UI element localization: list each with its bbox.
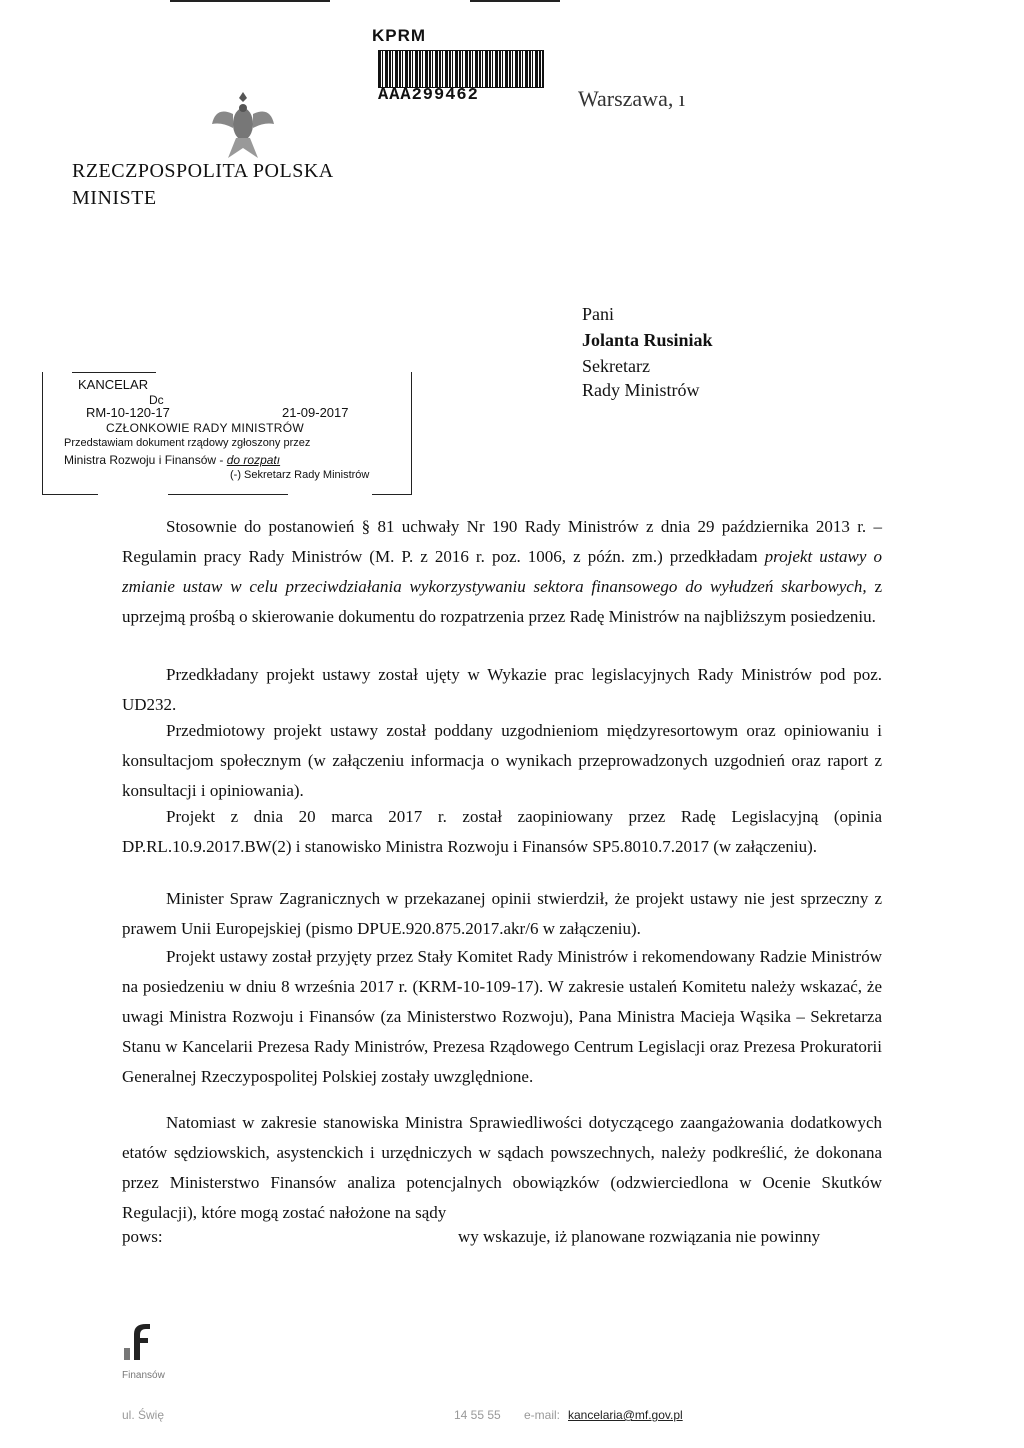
stamp-top-line: [72, 372, 156, 373]
ministry-logo-icon: [120, 1320, 160, 1364]
stamp-date: 21-09-2017: [282, 405, 349, 420]
body-paragraph: Projekt ustawy został przyjęty przez Stały Komitet Rady Ministrów i rekomendowany Radzie Ministrów na posiedzeniu w dniu 8 września 2017 r. (KRM-10-109-17). W zakresie ustaleń Komitetu należy wskazać, że uwagi Ministra Rozwoju i Finansów (za Ministerstwo Rozwoju), Pana Ministra Macieja Wąsika – Sekretarza Stanu w Kancelarii Prezesa Rady Ministrów, Prezesa Rządowego Centrum Legislacji oraz Prezesa Prokuratorii Generalnej Rzeczypospolitej Polskiej zostały uwzględnione.: [122, 947, 882, 1086]
stamp-bottom-line: [168, 494, 288, 495]
stamp-dept: Dc: [149, 393, 164, 407]
footer-ministry: Finansów: [122, 1370, 165, 1381]
addressee-name: Jolanta Rusiniak: [582, 330, 713, 350]
barcode: [378, 50, 544, 88]
top-edge-line: [170, 0, 330, 2]
stamp-ref: RM-10-120-17: [86, 405, 170, 420]
addressee-role: Rady Ministrów: [582, 380, 700, 400]
kprm-label: KPRM: [372, 26, 427, 45]
truncated-text: pows:: [122, 1227, 163, 1246]
stamp-line: Przedstawiam dokument rządowy zgłoszony przez: [64, 437, 311, 449]
truncated-text: wy wskazuje, iż planowane rozwiązania nie powinny: [458, 1227, 821, 1246]
footer-street: ul. Świę: [122, 1408, 165, 1422]
body-paragraph: Projekt z dnia 20 marca 2017 r. został zaopiniowany przez Radę Legislacyjną (opinia DP.RL.10.9.2017.BW(2) i stanowisko Ministra Rozwoju i Finansów SP5.8010.7.2017 (w załączeniu).: [122, 807, 882, 856]
body-paragraph: Natomiast w zakresie stanowiska Ministra Sprawiedliwości dotyczącego zaangażowania dodatkowych etatów sędziowskich, asystenckich i urzędniczych w sądach powszechnych, należy podkreślić, że dokonana przez Ministerstwo Finansów analiza potencjalnych obowiązków (odzwierciedlona w Ocenie Skutków Regulacji), które mogą zostać nałożone na sądy: [122, 1113, 882, 1222]
org-name: RZECZPOSPOLITA POLSKA: [72, 160, 334, 182]
stamp-signature: (-) Sekretarz Rady Ministrów: [230, 469, 370, 481]
footer-phone: 14 55 55: [454, 1408, 501, 1422]
stamp-recipients: CZŁONKOWIE RADY MINISTRÓW: [106, 421, 304, 435]
barcode-number: AAA299462: [378, 86, 479, 105]
eagle-emblem-icon: [208, 88, 278, 164]
stamp-line-part: do rozpatı: [226, 453, 281, 467]
stamp-bottom-line: [372, 494, 412, 495]
body-paragraph: Minister Spraw Zagranicznych w przekazanej opinii stwierdził, że projekt ustawy nie jest sprzeczny z prawem Unii Europejskiej (pismo DPUE.920.875.2017.akr/6 w załączeniu).: [122, 889, 882, 938]
stamp-office: KANCELAR: [78, 377, 149, 392]
body-paragraph: [122, 512, 882, 632]
stamp-line: [64, 453, 280, 467]
body-paragraph: Przedmiotowy projekt ustawy został poddany uzgodnieniom międzyresortowym oraz opiniowaniu i konsultacjom społecznym (w załączeniu informacja o wynikach przeprowadzonych uzgodnień oraz raport z konsultacji i opiniowania).: [122, 721, 882, 800]
footer-email-link[interactable]: kancelaria@mf.gov.pl: [568, 1408, 683, 1422]
paragraph-text: z uprzejmą prośbą o skierowanie dokumentu do rozpatrzenia przez Radę Ministrów na najbliższym posiedzeniu.: [122, 577, 882, 626]
paragraph-text: Stosownie do postanowień § 81 uchwały Nr 190 Rady Ministrów z dnia 29 października 2013 r. – Regulamin pracy Rady Ministrów (M. P. z 2016 r. poz. 1006, z późn. zm.) przedkładam: [122, 517, 882, 566]
addressee-salutation: Pani: [582, 304, 615, 324]
paragraph-italic-text: projekt ustawy o zmianie ustaw w celu przeciwdziałania wykorzystywaniu sektora finansowego do wyłudzeń skarbowych,: [122, 547, 882, 596]
addressee-role: Sekretarz: [582, 356, 650, 376]
top-edge-line: [470, 0, 560, 2]
footer-email-label: e-mail:: [524, 1408, 561, 1422]
place-date: Warszawa, ı: [578, 86, 685, 111]
body-paragraph: Przedkładany projekt ustawy został ujęty w Wykazie prac legislacyjnych Rady Ministrów pod poz. UD232.: [122, 665, 882, 714]
ministry-name: MINISTE: [72, 187, 157, 209]
stamp-line-part: Ministra Rozwoju i Finansów -: [64, 453, 227, 467]
stamp-bottom-line: [42, 494, 98, 495]
